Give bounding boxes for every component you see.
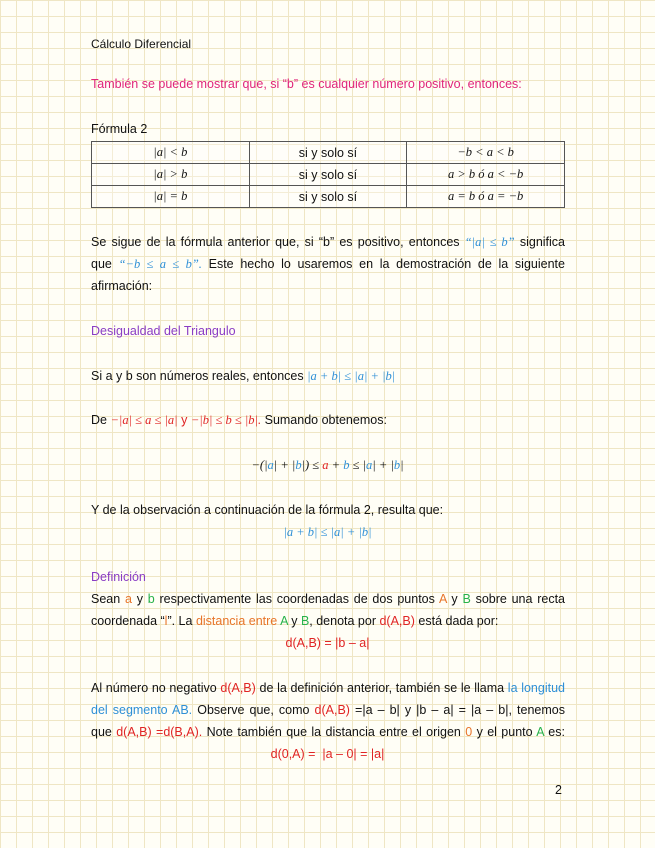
table-cell: |a| = b xyxy=(92,186,250,208)
paragraph-line: Sean a y b respectivamente las coordenadas de dos puntos A y B sobre una recta xyxy=(91,592,566,606)
definition-formula: d(A,B) = |b – a| xyxy=(285,636,370,650)
table-row xyxy=(92,186,565,208)
page-number: 2 xyxy=(555,783,562,797)
section-title-definition: Definición xyxy=(91,570,146,584)
table-cell: si y solo sí xyxy=(249,164,407,186)
table-cell: |a| > b xyxy=(92,164,250,186)
paragraph-line: que d(A,B) =d(B,A). Note también que la distancia entre el origen 0 y el punto A es: xyxy=(91,725,565,739)
result-expression: |a + b| ≤ |a| + |b| xyxy=(283,525,372,539)
formula-label: Fórmula 2 xyxy=(91,122,148,136)
definition-paragraph xyxy=(91,588,565,632)
table-cell: −b < a < b xyxy=(407,142,565,164)
table-cell: si y solo sí xyxy=(249,142,407,164)
observation-text: Y de la observación a continuación de la fórmula 2, resulta que: xyxy=(91,503,444,517)
table-cell: si y solo sí xyxy=(249,186,407,208)
sum-expression: −(|a| + |b|) ≤ a + b ≤ |a| + |b| xyxy=(251,458,404,472)
table-row xyxy=(92,142,565,164)
paragraph-line: afirmación: xyxy=(91,279,153,293)
paragraph-line: del segmento AB. Observe que, como d(A,B) =|a – b| y |b – a| = |a – b|, tenemos xyxy=(91,703,565,717)
page-header: Cálculo Diferencial xyxy=(91,37,192,51)
paragraph-line: que “−b ≤ a ≤ b”. Este hecho lo usaremos en la demostración de la siguiente xyxy=(91,257,565,271)
table-row xyxy=(92,164,565,186)
from-line: De −|a| ≤ a ≤ |a| y −|b| ≤ b ≤ |b|. Sumando obtenemos: xyxy=(91,413,387,427)
table-cell: a = b ó a = −b xyxy=(407,186,565,208)
section-title-triangle: Desigualdad del Triangulo xyxy=(91,324,236,338)
final-paragraph xyxy=(91,677,565,743)
formula-table xyxy=(91,141,565,208)
paragraph-line: coordenada “l”. La distancia entre A y B, denota por d(A,B) está dada por: xyxy=(91,614,499,628)
intro-paragraph: También se puede mostrar que, si “b” es cualquier número positivo, entonces: xyxy=(91,77,522,91)
table-cell: |a| < b xyxy=(92,142,250,164)
table-cell: a > b ó a < −b xyxy=(407,164,565,186)
paragraph-line: Al número no negativo d(A,B) de la definición anterior, también se le llama la longitud xyxy=(91,681,565,695)
paragraph-formula-consequence xyxy=(91,231,565,297)
triangle-statement: Si a y b son números reales, entonces |a + b| ≤ |a| + |b| xyxy=(91,369,396,383)
paragraph-line: Se sigue de la fórmula anterior que, si “b” es positivo, entonces “|a| ≤ b” significa xyxy=(91,235,566,249)
final-formula: d(0,A) = |a – 0| = |a| xyxy=(270,747,385,761)
